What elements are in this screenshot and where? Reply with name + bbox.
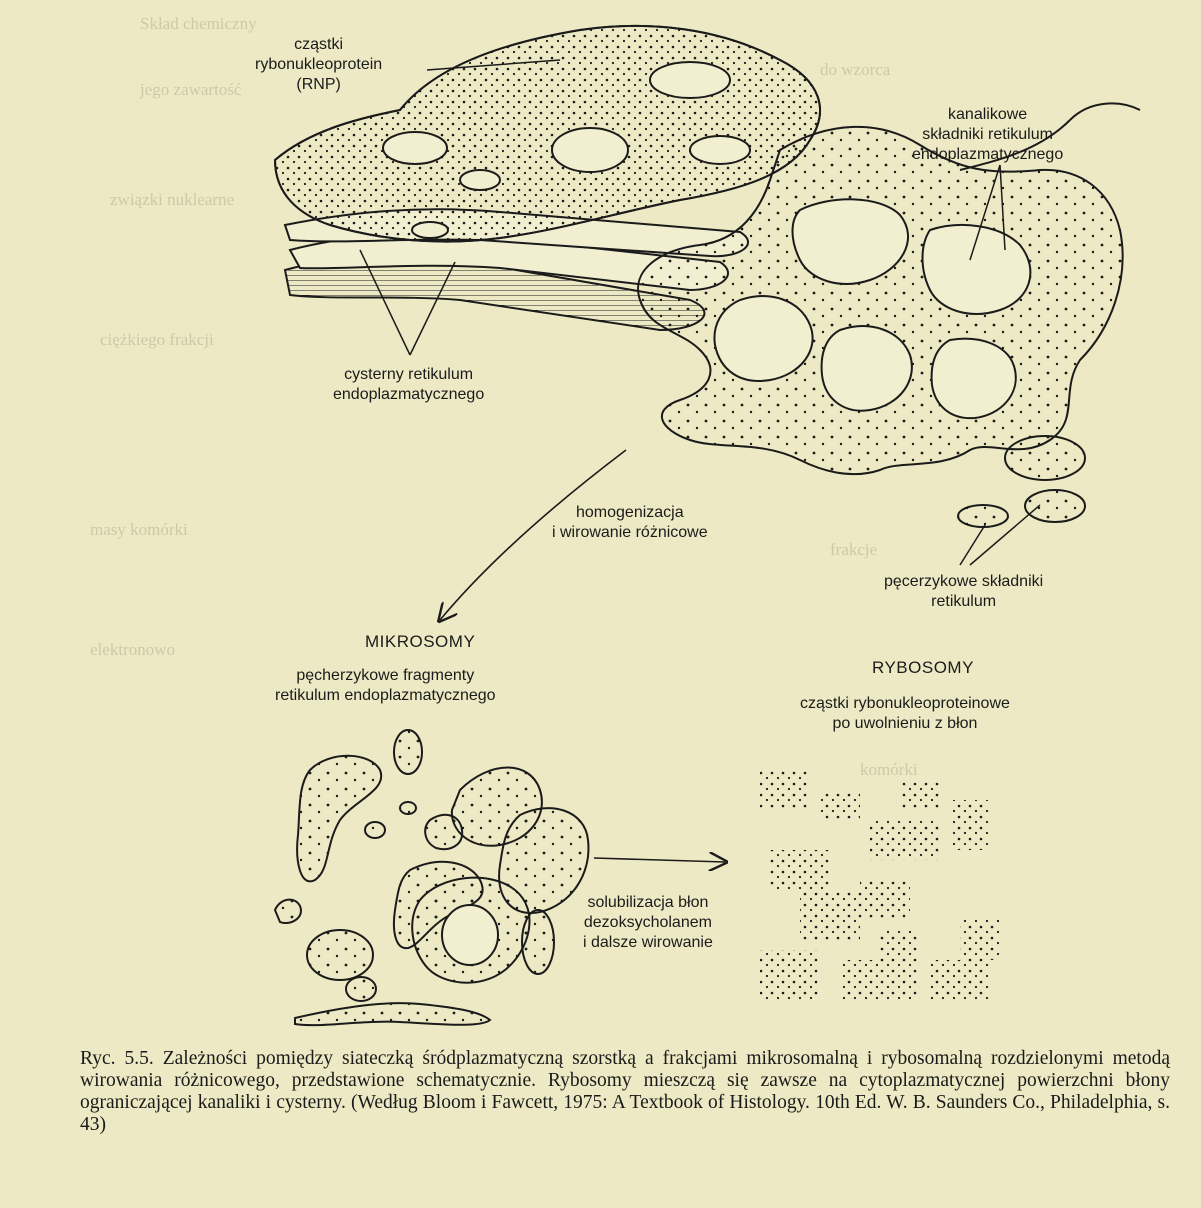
label-rnp: cząstki rybonukleoprotein (RNP) [255, 36, 383, 93]
vesicle-lumen [442, 905, 498, 965]
ribosome-clusters [760, 770, 1000, 1000]
label-solubilization: solubilizacja błon dezoksycholanem i dalsze wirowanie [583, 894, 713, 951]
solubilization-arrow [594, 858, 725, 862]
label-vesicular-elements: pęcerzykowe składniki retikulum [884, 573, 1044, 610]
book-page: Skład chemiczny jego zawartość związki nuklearne ciężkiego frakcji masy komórki elektronowo do wzorca frakcje komórki cząstki rybonukleoprotein (RNP) kanalikowe składniki retikulum endoplazmatycznego cysterny retikulum endoplazmatycznego homogenizacja i wirowanie różnicowe pęcerzykowe składniki retikulum MIKROSOMY pęcherzykowe fragmenty retikulum endoplazmatycznego RYBOSOMY cząstki rybonukleoproteinowe po uwolnieniu z błon solubilizacja błon dezoksycholanem i dalsze wirowanie Ryc. 5.5. Zależności pomiędzy siateczką śródplazmatyczną szorstką a frakcjami mikrosomalną i rybosomalną rozdzielonymi metodą wirowania różnicowego, przedstawione schematycznie. Rybosomy mieszczą się zawsze na cytoplazmatycznej powierzchni błony ograniczającej kanaliki i cysterny. (Według Bloom i Fawcett, 1975: A Textbook of Histology. 10th Ed. W. B. Saunders Co., Philadelphia, s. 43) [0, 0, 1201, 1208]
figure-caption: Ryc. 5.5. Zależności pomiędzy siateczką śródplazmatyczną szorstką a frakcjami mikrosomalną i rybosomalną rozdzielonymi metodą wirowania różnicowego, przedstawione schematycznie. Rybosomy mieszczą się zawsze na cytoplazmatycznej powierzchni błony ograniczającej kanaliki i cysterny. (Według Bloom i Fawcett, 1975: A Textbook of Histology. 10th Ed. W. B. Saunders Co., Philadelphia, s. 43) [80, 1048, 1170, 1135]
microsomes-description: pęcherzykowe fragmenty retikulum endoplazmatycznego [275, 667, 496, 704]
ribosomes-description: cząstki rybonukleoproteinowe po uwolnieniu z błon [800, 695, 1010, 732]
vesicular-elements [958, 436, 1085, 527]
label-cisternae: cysterny retikulum endoplazmatycznego [333, 366, 485, 403]
label-canalicular: kanalikowe składniki retikulum endoplazmatycznego [912, 106, 1064, 163]
microsomes-heading: MIKROSOMY [365, 632, 476, 651]
label-homogenization: homogenizacja i wirowanie różnicowe [552, 504, 708, 541]
ribosomes-heading: RYBOSOMY [872, 658, 974, 677]
microsome-vesicles [275, 730, 588, 1025]
